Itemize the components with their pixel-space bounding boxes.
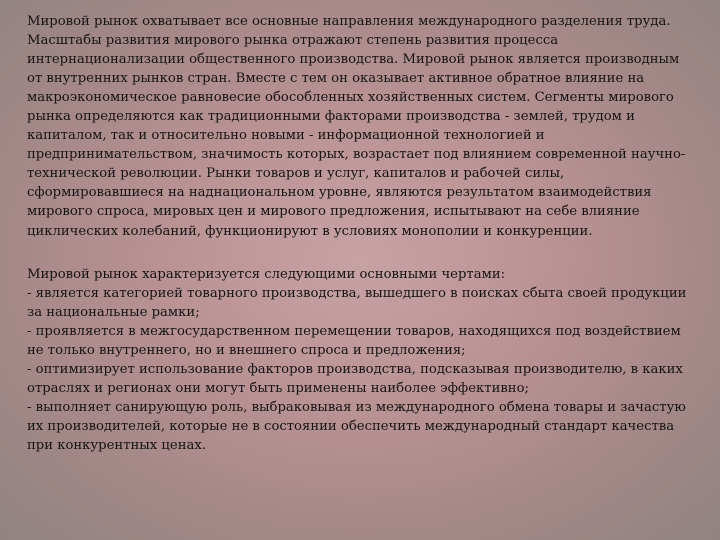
feature-item: - является категорией товарного производства, вышедшего в поисках сбыта своей продукции за национальные рамки; <box>27 285 687 320</box>
features-block <box>27 265 695 455</box>
slide-text-body <box>27 12 695 455</box>
intro-paragraph: Мировой рынок охватывает все основные направления международного разделения труда. Масштабы развития мирового рынка отражают степень развития процесса интернационализации общественного производства. Мировой рынок является производным от внутренних рынков стран. Вместе с тем он оказывает активное обратное влияние на макроэкономическое равновесие обособленных хозяйственных систем. Сегменты мирового рынка определяются как традиционными факторами производства - землей, трудом и капиталом, так и относительно новыми - информационной технологией и предпринимательством, значимость которых, возрастает под влиянием современной научно-технической революции. Рынки товаров и услуг, капиталов и рабочей силы, сформировавшиеся на наднациональном уровне, являются результатом взаимодействия мирового спроса, мировых цен и мирового предложения, испытывают на себе влияние циклических колебаний, функционируют в условиях монополии и конкуренции. <box>27 14 686 239</box>
features-heading: Мировой рынок характеризуется следующими основными чертами: <box>27 266 506 282</box>
feature-item: - проявляется в межгосударственном перемещении товаров, находящихся под воздействием не только внутреннего, но и внешнего спроса и предложения; <box>27 323 681 358</box>
feature-item: - выполняет санирующую роль, выбраковывая из международного обмена товары и зачастую их производителей, которые не в состоянии обеспечить международный стандарт качества при конкурентных ценах. <box>27 399 686 453</box>
feature-item: - оптимизирует использование факторов производства, подсказывая производителю, в каких отраслях и регионах они могут быть применены наиболее эффективно; <box>27 361 683 396</box>
